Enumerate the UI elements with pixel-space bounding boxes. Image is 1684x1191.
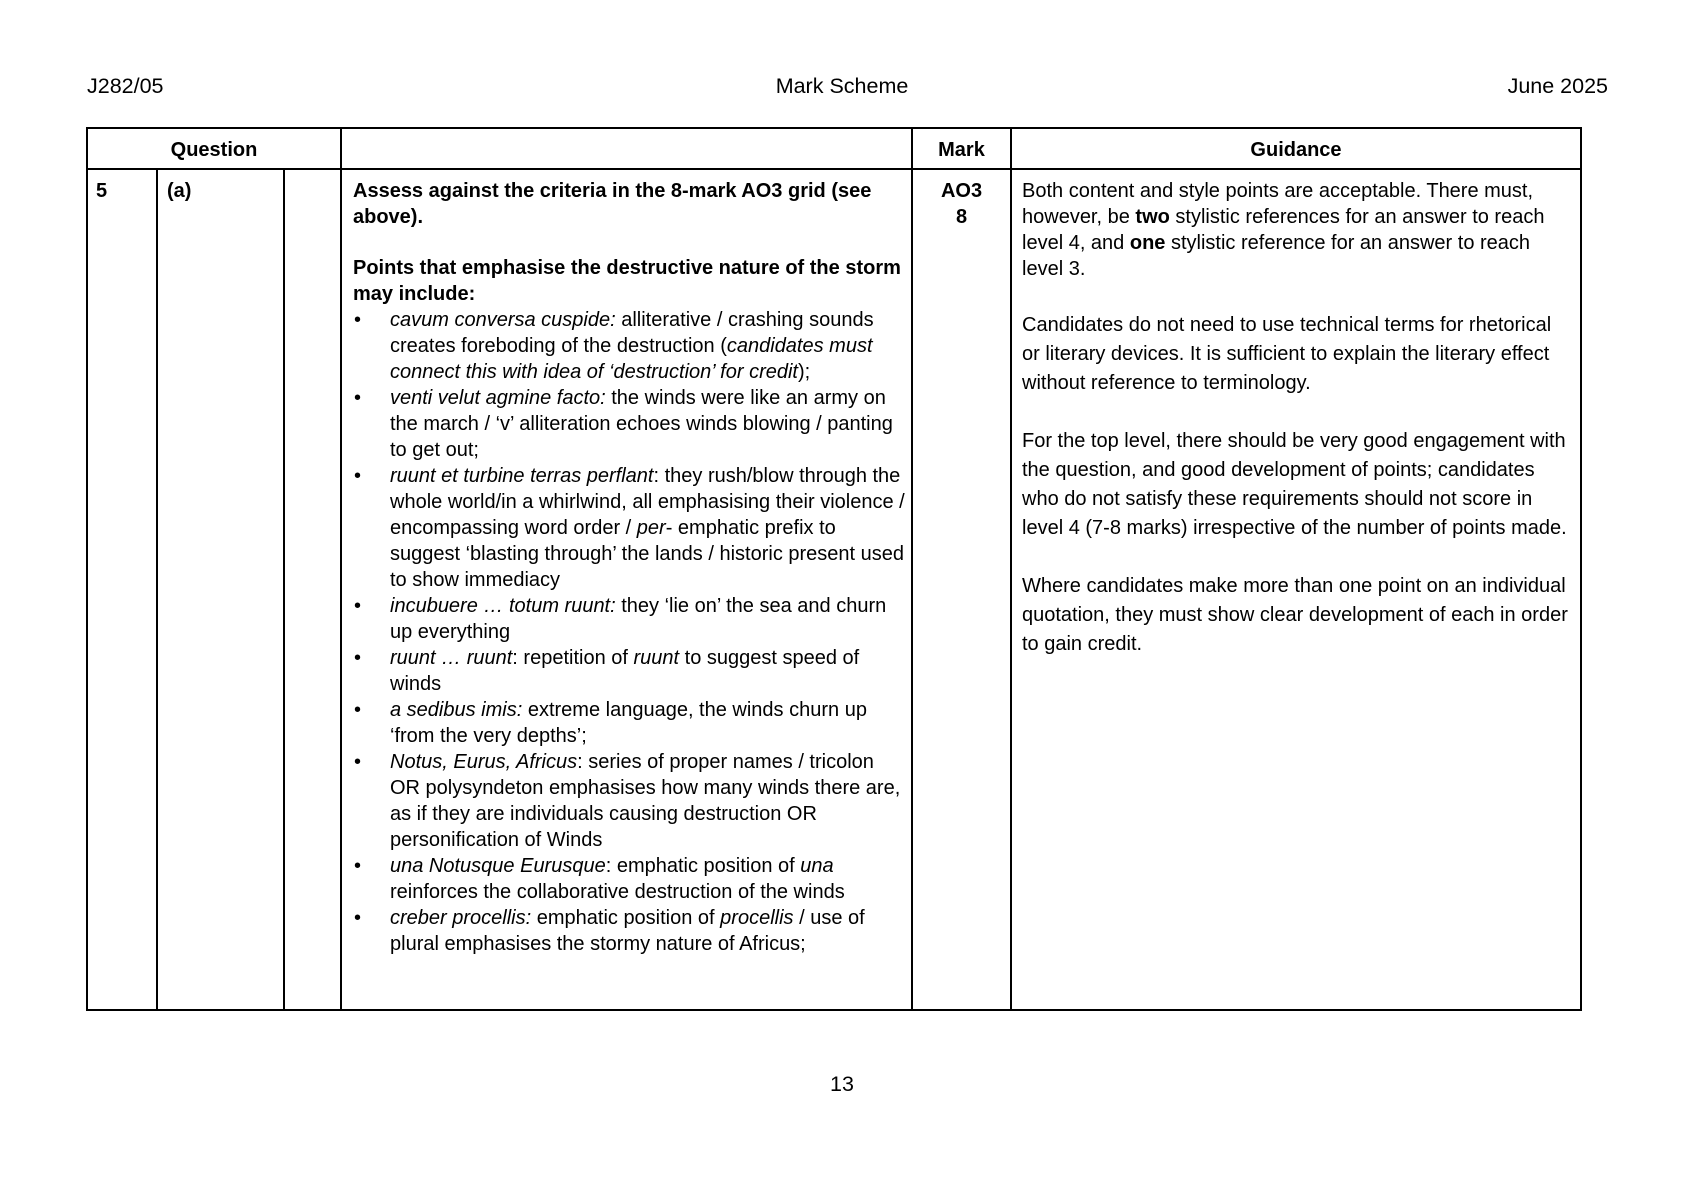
assessment-instruction: Assess against the criteria in the 8-mark AO3 grid (see above). xyxy=(353,180,872,228)
column-divider xyxy=(283,170,285,1009)
guidance-paragraph: Both content and style points are acceptable. There must, however, be two stylistic references for an answer to reach level 4, and one stylistic reference for an answer to reach level 3. xyxy=(1022,180,1545,280)
question-part: (a) xyxy=(167,180,192,202)
point-item: • venti velut agmine facto: the winds were like an army on the march / ‘v’ alliteration echoes winds blowing / panting to get out; xyxy=(353,385,905,463)
point-item: • ruunt et turbine terras perflant: they rush/blow through the whole world/in a whirlwind, all emphasising their violence / encompassing word order / per- emphatic prefix to suggest ‘blasting through’ the lands / historic present used to show immediacy xyxy=(353,463,905,593)
column-divider xyxy=(1010,129,1012,1009)
mark-value: 8 xyxy=(955,206,968,228)
point-item: • ruunt … ruunt: repetition of ruunt to suggest speed of winds xyxy=(353,645,905,697)
document-date: June 2025 xyxy=(1507,74,1608,98)
mark-cell xyxy=(913,178,1010,230)
column-divider xyxy=(340,129,342,1009)
page-number: 13 xyxy=(830,1072,854,1096)
column-header-guidance: Guidance xyxy=(1250,139,1342,161)
points-intro: Points that emphasise the destructive nature of the storm may include: xyxy=(353,257,901,305)
column-divider xyxy=(156,170,158,1009)
point-item: • Notus, Eurus, Africus: series of proper names / tricolon OR polysyndeton emphasises how many winds there are, as if they are individuals causing destruction OR personification of Winds xyxy=(353,749,905,853)
question-number: 5 xyxy=(96,180,108,202)
point-item: • una Notusque Eurusque: emphatic position of una reinforces the collaborative destruction of the winds xyxy=(353,853,905,905)
answer-cell xyxy=(353,178,905,957)
column-divider xyxy=(911,129,913,1009)
point-item: • incubuere … totum ruunt: they ‘lie on’ the sea and churn up everything xyxy=(353,593,905,645)
guidance-paragraph: Candidates do not need to use technical terms for rhetorical or literary devices. It is sufficient to explain the literary effect without reference to terminology. xyxy=(1022,314,1552,394)
mark-scheme-table xyxy=(86,127,1582,1011)
point-item: • cavum conversa cuspide: alliterative / crashing sounds creates foreboding of the destruction (candidates must connect this with idea of ‘destruction’ for credit); xyxy=(353,307,905,385)
column-header-question: Question xyxy=(170,139,258,161)
document-code: J282/05 xyxy=(87,74,164,98)
assessment-objective: AO3 xyxy=(940,180,983,202)
guidance-paragraph: Where candidates make more than one point on an individual quotation, they must show clear development of each in order to gain credit. xyxy=(1022,575,1568,655)
document-title: Mark Scheme xyxy=(775,74,909,98)
header-divider xyxy=(88,168,1580,170)
point-item: • creber procellis: emphatic position of procellis / use of plural emphasises the stormy nature of Africus; xyxy=(353,905,905,957)
points-list xyxy=(353,307,905,957)
point-item: • a sedibus imis: extreme language, the winds churn up ‘from the very depths’; xyxy=(353,697,905,749)
guidance-cell xyxy=(1022,178,1574,688)
column-header-mark: Mark xyxy=(938,139,985,161)
guidance-paragraph: For the top level, there should be very good engagement with the question, and good development of points; candidates who do not satisfy these requirements should not score in level 4 (7-8 marks) irrespective of the number of points made. xyxy=(1022,430,1567,539)
